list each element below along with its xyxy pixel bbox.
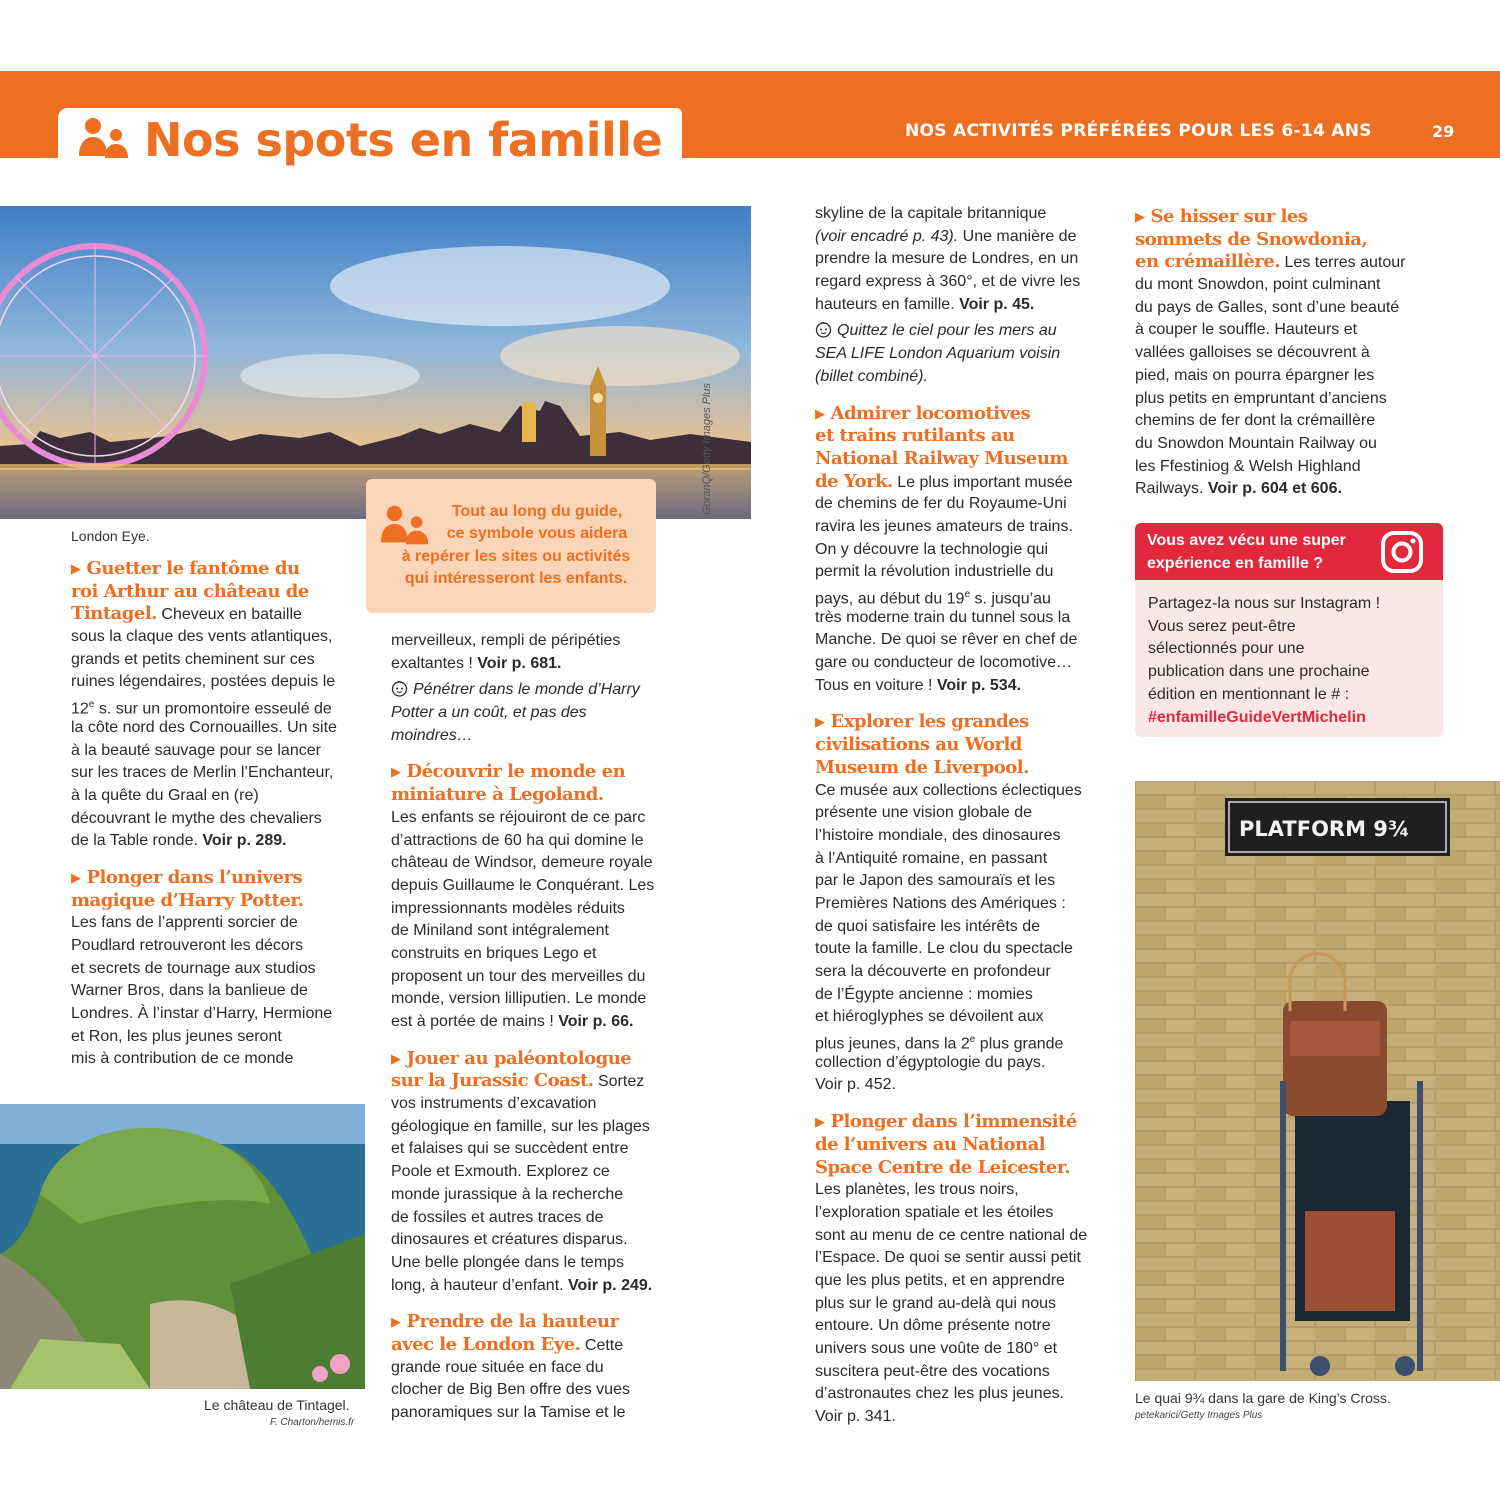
- body-line: Les planètes, les trous noirs,: [815, 1181, 1019, 1199]
- platform-caption: Le quai 9¾ dans la gare de King’s Cross.: [1135, 1390, 1391, 1406]
- body-line: d’attractions de 60 ha qui domine le: [391, 831, 644, 849]
- column-4: [1135, 206, 1405, 501]
- column-2: [391, 630, 654, 1425]
- body-line: Warner Bros, dans la banlieue de: [71, 982, 308, 1000]
- body-line: découvrant le mythe des chevaliers: [71, 809, 322, 827]
- body-line: et secrets de tournage aux studios: [71, 959, 316, 977]
- tip-line: Potter a un coût, et pas des: [391, 704, 587, 722]
- column-3: [815, 203, 1087, 1429]
- section-heading: ▶ Plonger dans l’univers: [71, 866, 303, 888]
- page-reference: Voir p. 66.: [558, 1013, 634, 1030]
- body-line: Vous serez peut-être: [1148, 617, 1296, 635]
- body-line: plus petits en empruntant d’anciens: [1135, 389, 1387, 407]
- body-line: de York. Le plus important musée: [815, 470, 1073, 492]
- body-line: d’astronautes chez les plus jeunes.: [815, 1385, 1065, 1403]
- body-line: Les fans de l’apprenti sorcier de: [71, 914, 298, 932]
- body-line: par le Japon des samouraïs et les: [815, 872, 1056, 890]
- body-line: château de Windsor, demeure royale: [391, 854, 653, 872]
- section-heading: ▶ Se hisser sur les: [1135, 206, 1308, 227]
- section-heading: ▶ Prendre de la hauteur: [391, 1311, 619, 1333]
- section-heading: roi Arthur au château de: [71, 580, 309, 602]
- body-line: l’Espace. De quoi se sentir aussi petit: [815, 1249, 1081, 1267]
- body-line: Tous en voiture ! Voir p. 534.: [815, 676, 1022, 694]
- callout-line: Tout au long du guide,: [451, 503, 623, 520]
- section-heading: National Railway Museum: [815, 447, 1068, 469]
- body-line: Londres. À l’instar d’Harry, Hermione: [71, 1005, 333, 1023]
- body-line: Poole et Exmouth. Explorez ce: [391, 1163, 610, 1181]
- body-line: (voir encadré p. 43). Une manière de: [815, 227, 1077, 245]
- child-face-icon: [815, 321, 832, 338]
- body-line: de la Table ronde. Voir p. 289.: [71, 832, 287, 850]
- tintagel-photo: [0, 1104, 365, 1389]
- body-line: univers sous une voûte de 180° et: [815, 1340, 1058, 1357]
- body-line: merveilleux, rempli de péripéties: [391, 632, 621, 649]
- body-line: impressionnants modèles réduits: [391, 899, 625, 917]
- body-line: toute la famille. Le clou du spectacle: [815, 940, 1073, 958]
- body-line: et falaises qui se succèdent entre: [391, 1140, 629, 1158]
- body-line: On y découvre la technologie qui: [815, 540, 1049, 558]
- hashtag[interactable]: #enfamilleGuideVertMichelin: [1148, 708, 1366, 726]
- body-line: de fossiles et autres traces de: [391, 1208, 604, 1226]
- body-line: hauteurs en famille. Voir p. 45.: [815, 295, 1035, 313]
- running-head: NOS ACTIVITÉS PRÉFÉRÉES POUR LES 6-14 ANS: [905, 121, 1372, 141]
- body-line: Tintagel. Cheveux en bataille: [71, 603, 302, 625]
- body-line: la côte nord des Cornouailles. Un site: [71, 718, 337, 736]
- body-line: à la quête du Graal en (re): [71, 786, 259, 804]
- body-line: prendre la mesure de Londres, en un: [815, 250, 1079, 268]
- body-line: que les plus petits, et en apprendre: [815, 1271, 1065, 1289]
- section-heading: Museum de Liverpool.: [815, 756, 1029, 778]
- body-line: plus sur le grand au-delà qui nous: [815, 1294, 1057, 1312]
- body-line: Poudlard retrouveront les décors: [71, 937, 304, 954]
- page-reference: Voir p. 681.: [477, 654, 562, 672]
- section-heading: Space Centre de Leicester.: [815, 1156, 1070, 1178]
- body-line: sous la claque des vents atlantiques,: [71, 628, 333, 646]
- body-line: de Miniland sont intégralement: [391, 922, 609, 940]
- section-heading: ▶ Explorer les grandes: [815, 711, 1029, 733]
- tip-line: Quittez le ciel pour les mers au: [815, 320, 1087, 343]
- body-line: du mont Snowdon, point culminant: [1135, 276, 1381, 294]
- body-line: du pays de Galles, sont d’une beauté: [1135, 298, 1400, 316]
- tip-line: moindres…: [391, 726, 473, 744]
- body-line: l’histoire mondiale, des dinosaures: [815, 826, 1061, 844]
- body-line: 12e s. sur un promontoire esseulé de: [71, 699, 332, 718]
- body-line: à la beauté sauvage pour se lancer: [71, 741, 321, 759]
- body-line: Ce musée aux collections éclectiques: [815, 781, 1082, 799]
- body-line: est à portée de mains ! Voir p. 66.: [391, 1013, 634, 1030]
- body-line: panoramiques sur la Tamise et le: [391, 1404, 626, 1421]
- london-eye-caption: London Eye.: [71, 528, 150, 544]
- instagram-title-line: expérience en famille ?: [1147, 554, 1324, 572]
- column-1: [71, 558, 337, 1071]
- body-line: à l’Antiquité romaine, en passant: [815, 849, 1048, 867]
- body-line: skyline de la capitale britannique: [815, 205, 1047, 222]
- body-line: proposent un tour des merveilles du: [391, 967, 646, 985]
- tip-line: Pénétrer dans le monde d’Harry: [391, 679, 654, 702]
- page-reference: Voir p. 604 et 606.: [1207, 480, 1342, 498]
- page-reference: Voir p. 341.: [815, 1408, 896, 1426]
- child-face-icon: [391, 680, 408, 697]
- tip-line: (billet combiné).: [815, 367, 928, 385]
- body-line: chemins de fer dont la crémaillère: [1135, 412, 1376, 430]
- body-line: ruines légendaires, postées depuis le: [71, 673, 336, 691]
- instagram-icon[interactable]: [1380, 530, 1424, 574]
- body-line: sélectionnés pour une: [1148, 640, 1305, 658]
- page-reference: Voir p. 45.: [959, 295, 1035, 313]
- body-line: construits en briques Lego et: [391, 944, 597, 962]
- section-heading: ▶ Découvrir le monde en: [391, 761, 626, 783]
- body-line: sont au menu de ce centre national de: [815, 1226, 1088, 1244]
- callout-line: qui intéresseront les enfants.: [404, 570, 628, 588]
- body-line: Manche. De quoi se rêver en chef de: [815, 631, 1078, 649]
- section-heading: ▶ Admirer locomotives: [815, 402, 1031, 424]
- body-line: pays, au début du 19e s. jusqu’au: [815, 589, 1051, 608]
- section-heading: magique d’Harry Potter.: [71, 889, 304, 911]
- body-line: dinosaures et créatures disparus.: [391, 1231, 628, 1249]
- section-heading: de l’univers au National: [815, 1133, 1046, 1155]
- page-reference: Voir p. 534.: [936, 676, 1022, 694]
- page-reference: Voir p. 249.: [568, 1276, 653, 1294]
- body-line: Partagez-la nous sur Instagram !: [1148, 595, 1381, 612]
- page-title: Nos spots en famille: [144, 113, 663, 167]
- body-line: de quoi satisfaire les intérêts de: [815, 917, 1041, 935]
- body-line: exaltantes ! Voir p. 681.: [391, 654, 562, 672]
- body-line: Premières Nations des Amériques :: [815, 894, 1066, 912]
- tintagel-credit: F. Charton/hemis.fr: [270, 1417, 355, 1428]
- instagram-title-line: Vous avez vécu une super: [1147, 532, 1346, 549]
- instagram-box-text: [1148, 593, 1380, 729]
- body-line: grands et petits cheminent sur ces: [71, 650, 315, 668]
- body-line: du Snowdon Mountain Railway ou: [1135, 434, 1377, 452]
- london-eye-credit: GoranQ/Getty Images Plus: [701, 382, 713, 515]
- body-line: regard express à 360°, et de vivre les: [815, 273, 1081, 291]
- section-heading: civilisations au World: [815, 734, 1022, 756]
- body-line: suscitera peut-être des vocations: [815, 1362, 1050, 1380]
- body-line: de chemins de fer du Royaume-Uni: [815, 495, 1067, 513]
- body-line: en crémaillère. Les terres autour: [1135, 251, 1406, 273]
- body-line: permit la révolution industrielle du: [815, 563, 1054, 581]
- platform-photo: [1135, 781, 1500, 1381]
- body-line: ravira les jeunes amateurs de trains.: [815, 517, 1073, 535]
- body-line: édition en mentionnant le # :: [1148, 685, 1350, 703]
- body-line: pied, mais on pourra épargner les: [1135, 366, 1375, 384]
- body-line: et hiéroglyphes se dévoilent aux: [815, 1008, 1044, 1026]
- body-line: mis à contribution de ce monde: [71, 1050, 294, 1068]
- body-line: de l’Égypte ancienne : momies: [815, 985, 1033, 1003]
- body-line: très moderne train du tunnel sous la: [815, 608, 1071, 626]
- section-heading: ▶ Jouer au paléontologue: [391, 1047, 632, 1069]
- body-line: à couper le souffle. Hauteurs et: [1135, 321, 1358, 339]
- body-line: monde, version lilliputien. Le monde: [391, 990, 647, 1008]
- body-line: Railways. Voir p. 604 et 606.: [1135, 480, 1342, 498]
- platform-sign: PLATFORM 9¾: [1239, 817, 1410, 841]
- body-line: grande roue située en face du: [391, 1358, 604, 1376]
- tintagel-caption: Le château de Tintagel.: [204, 1397, 350, 1413]
- tip-line: SEA LIFE London Aquarium voisin: [815, 345, 1061, 363]
- body-line: Les enfants se réjouiront de ce parc: [391, 808, 646, 826]
- body-line: gare ou conducteur de locomotive…: [815, 654, 1073, 672]
- callout-line: à repérer les sites ou activités: [401, 547, 631, 565]
- body-line: vallées galloises se découvrent à: [1135, 344, 1370, 362]
- body-line: clocher de Big Ben offre des vues: [391, 1381, 630, 1399]
- callout-line: ce symbole vous aidera: [446, 525, 628, 543]
- callout-text: [378, 501, 654, 591]
- body-line: sera la découverte en profondeur: [815, 963, 1051, 980]
- body-line: vos instruments d’excavation: [391, 1095, 597, 1113]
- section-heading: miniature à Legoland.: [391, 784, 604, 806]
- body-line: plus jeunes, dans la 2e plus grande: [815, 1034, 1064, 1053]
- body-line: l’exploration spatiale et les étoiles: [815, 1203, 1054, 1221]
- body-line: avec le London Eye. Cette: [391, 1333, 624, 1355]
- section-heading: ▶ Plonger dans l’immensité: [815, 1111, 1077, 1133]
- body-line: Une belle plongée dans le temps: [391, 1253, 625, 1271]
- body-line: les Ffestiniog & Welsh Highland: [1135, 457, 1361, 475]
- page-reference: Voir p. 289.: [202, 832, 287, 850]
- section-heading: ▶ Guetter le fantôme du: [71, 558, 300, 579]
- family-icon: [78, 116, 132, 160]
- body-line: publication dans une prochaine: [1148, 663, 1370, 681]
- body-line: sur les traces de Merlin l’Enchanteur,: [71, 764, 334, 782]
- london-eye-photo: [0, 206, 751, 519]
- section-heading: et trains rutilants au: [815, 425, 1015, 447]
- page-number: 29: [1432, 122, 1455, 141]
- section-heading: sommets de Snowdonia,: [1135, 228, 1368, 250]
- platform-credit: petekarici/Getty Images Plus: [1135, 1410, 1263, 1421]
- body-line: long, à hauteur d’enfant. Voir p. 249.: [391, 1276, 653, 1294]
- body-line: sur la Jurassic Coast. Sortez: [391, 1070, 645, 1092]
- body-line: et Ron, les plus jeunes seront: [71, 1027, 282, 1045]
- page-reference: Voir p. 452.: [815, 1076, 896, 1094]
- instagram-box-title: [1147, 530, 1346, 575]
- body-line: depuis Guillaume le Conquérant. Les: [391, 876, 655, 894]
- body-line: entoure. Un dôme présente notre: [815, 1317, 1051, 1335]
- body-line: collection d’égyptologie du pays.: [815, 1053, 1046, 1071]
- body-line: monde jurassique à la recherche: [391, 1185, 624, 1203]
- body-line: géologique en famille, sur les plages: [391, 1117, 650, 1135]
- body-line: présente une vision globale de: [815, 804, 1033, 822]
